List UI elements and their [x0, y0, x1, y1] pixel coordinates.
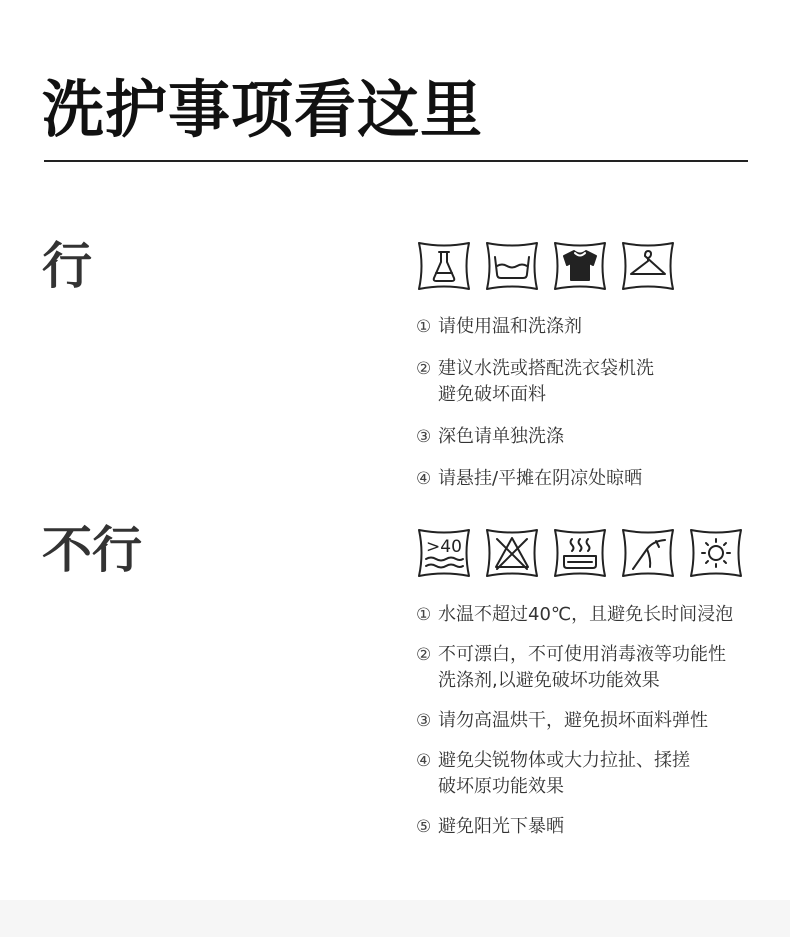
list-item: ③ 请勿高温烘干，避免损坏面料弹性	[416, 710, 708, 731]
no-sun-dry-icon	[688, 527, 744, 579]
title-divider	[44, 160, 748, 162]
list-item: ④ 请悬挂/平摊在阴凉处晾晒	[416, 468, 643, 489]
no-icon-row	[416, 527, 744, 579]
footer-band	[0, 900, 790, 937]
list-item: ③ 深色请单独洗涤	[416, 426, 564, 447]
section-label-no: 不行	[42, 521, 142, 579]
list-item: ① 水温不超过40℃，且避免长时间浸泡	[416, 604, 734, 625]
no-bleach-icon	[484, 527, 540, 579]
ok-instructions	[416, 314, 776, 492]
page-title: 洗护事项看这里	[42, 73, 484, 146]
ok-icon-row	[416, 240, 676, 292]
list-item: ④ 避免尖锐物体或大力拉扯、揉搓 破坏原功能效果	[416, 750, 690, 797]
list-item: ⑤ 避免阳光下暴晒	[416, 816, 564, 837]
svg-text:>40: >40	[426, 537, 462, 557]
list-item: ① 请使用温和洗涤剂	[416, 316, 582, 337]
no-iron-icon	[620, 527, 676, 579]
hand-wash-icon	[484, 240, 540, 292]
list-item: ② 不可漂白，不可使用消毒液等功能性 洗涤剂,以避免破坏功能效果	[416, 644, 726, 691]
no-tumble-dry-icon	[552, 527, 608, 579]
max-40-wash-icon	[416, 527, 472, 579]
shirt-wash-icon	[552, 240, 608, 292]
list-item: ② 建议水洗或搭配洗衣袋机洗 避免破坏面料	[416, 358, 654, 405]
hang-dry-icon	[620, 240, 676, 292]
no-instructions	[416, 602, 776, 840]
section-label-ok: 行	[42, 237, 92, 295]
laundry-detergent-icon	[416, 240, 472, 292]
